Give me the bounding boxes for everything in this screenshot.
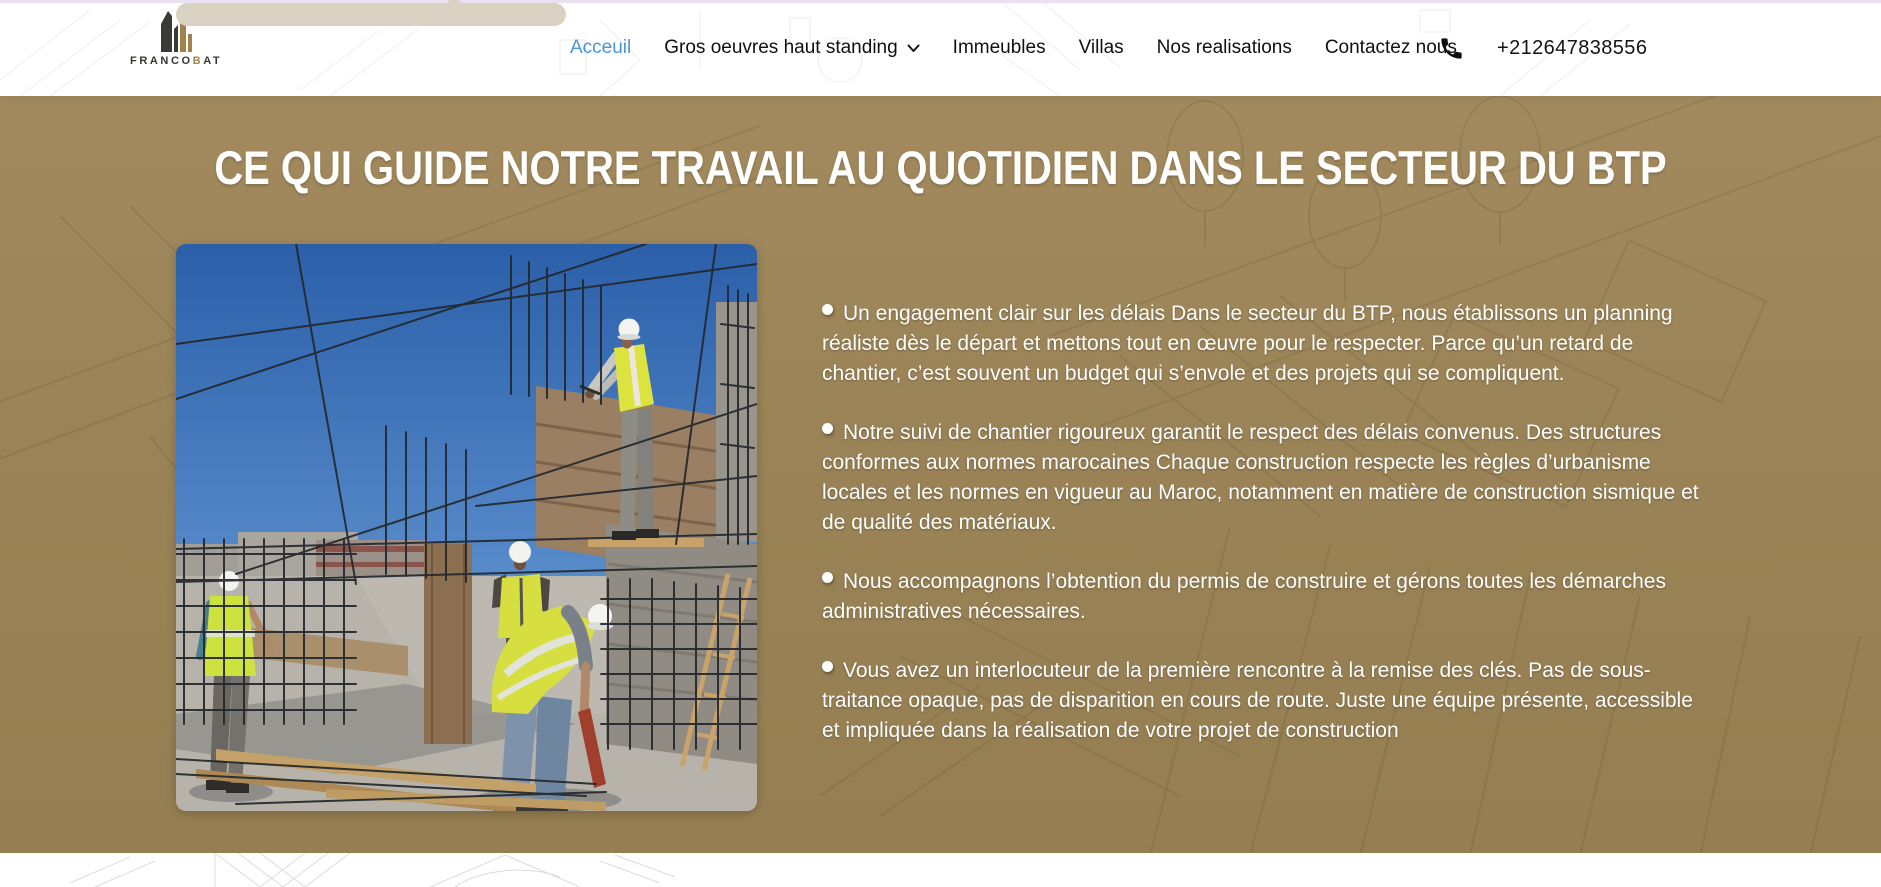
phone-group — [1438, 0, 1647, 96]
phone-number[interactable]: +212647838556 — [1497, 36, 1648, 59]
bullet-text: Un engagement clair sur les délais Dans le secteur du BTP, nous établissons un planning réaliste dès le départ et mettons tout en œuvre pour le respecter. Parce qu’un retard de chantier, c’est souvent un budget qui s’envole et des projets qui se compliquent. — [822, 302, 1673, 385]
nav-item-acceuil[interactable]: Acceuil — [570, 37, 632, 58]
bullet-text: Vous avez un interlocuteur de la première rencontre à la remise des clés. Pas de sous-traitance opaque, pas de disparition en cours de route. Juste une équipe présente, accessible et impliquée dans la réalisation de votre projet de construction — [822, 659, 1693, 742]
bullet-icon — [822, 572, 833, 583]
hero-heading: CE QUI GUIDE NOTRE TRAVAIL AU QUOTIDIEN DANS LE SECTEUR DU BTP — [214, 141, 1667, 194]
bullet-icon — [822, 304, 833, 315]
main-nav — [570, 0, 1457, 96]
bullet-icon — [822, 423, 833, 434]
phone-icon[interactable] — [1438, 35, 1465, 62]
main-section — [0, 96, 1881, 853]
top-pill — [176, 3, 566, 26]
footer-strip — [0, 853, 1881, 887]
list-item — [822, 299, 1714, 389]
nav-item-immeubles[interactable]: Immeubles — [952, 37, 1046, 58]
construction-photo — [176, 244, 757, 811]
bullet-text: Notre suivi de chantier rigoureux garantit le respect des délais convenus. Des structures conformes aux normes marocaines Chaque construction respecte les règles d’urbanisme locales et les normes en vigueur au Maroc, notamment en matière de construction sismique et de qualité des matériaux. — [822, 421, 1699, 534]
list-item — [822, 656, 1714, 746]
list-item — [822, 567, 1714, 627]
nav-item-contactez-nous[interactable]: Contactez nous — [1324, 37, 1457, 58]
nav-item-gros-oeuvres[interactable]: Gros oeuvres haut standing — [664, 37, 919, 59]
nav-item-nos-realisations[interactable]: Nos realisations — [1156, 37, 1292, 58]
values-list — [822, 299, 1714, 775]
nav-item-villas[interactable]: Villas — [1078, 37, 1124, 58]
logo-text: FRANCOBAT — [130, 55, 223, 67]
bullet-icon — [822, 661, 833, 672]
blueprint-pattern-footer — [0, 853, 700, 887]
bullet-text: Nous accompagnons l’obtention du permis de construire et gérons toutes les démarches administratives nécessaires. — [822, 570, 1666, 623]
list-item — [822, 418, 1714, 538]
construction-photo-illustration — [176, 244, 757, 811]
chevron-down-icon — [907, 44, 920, 53]
